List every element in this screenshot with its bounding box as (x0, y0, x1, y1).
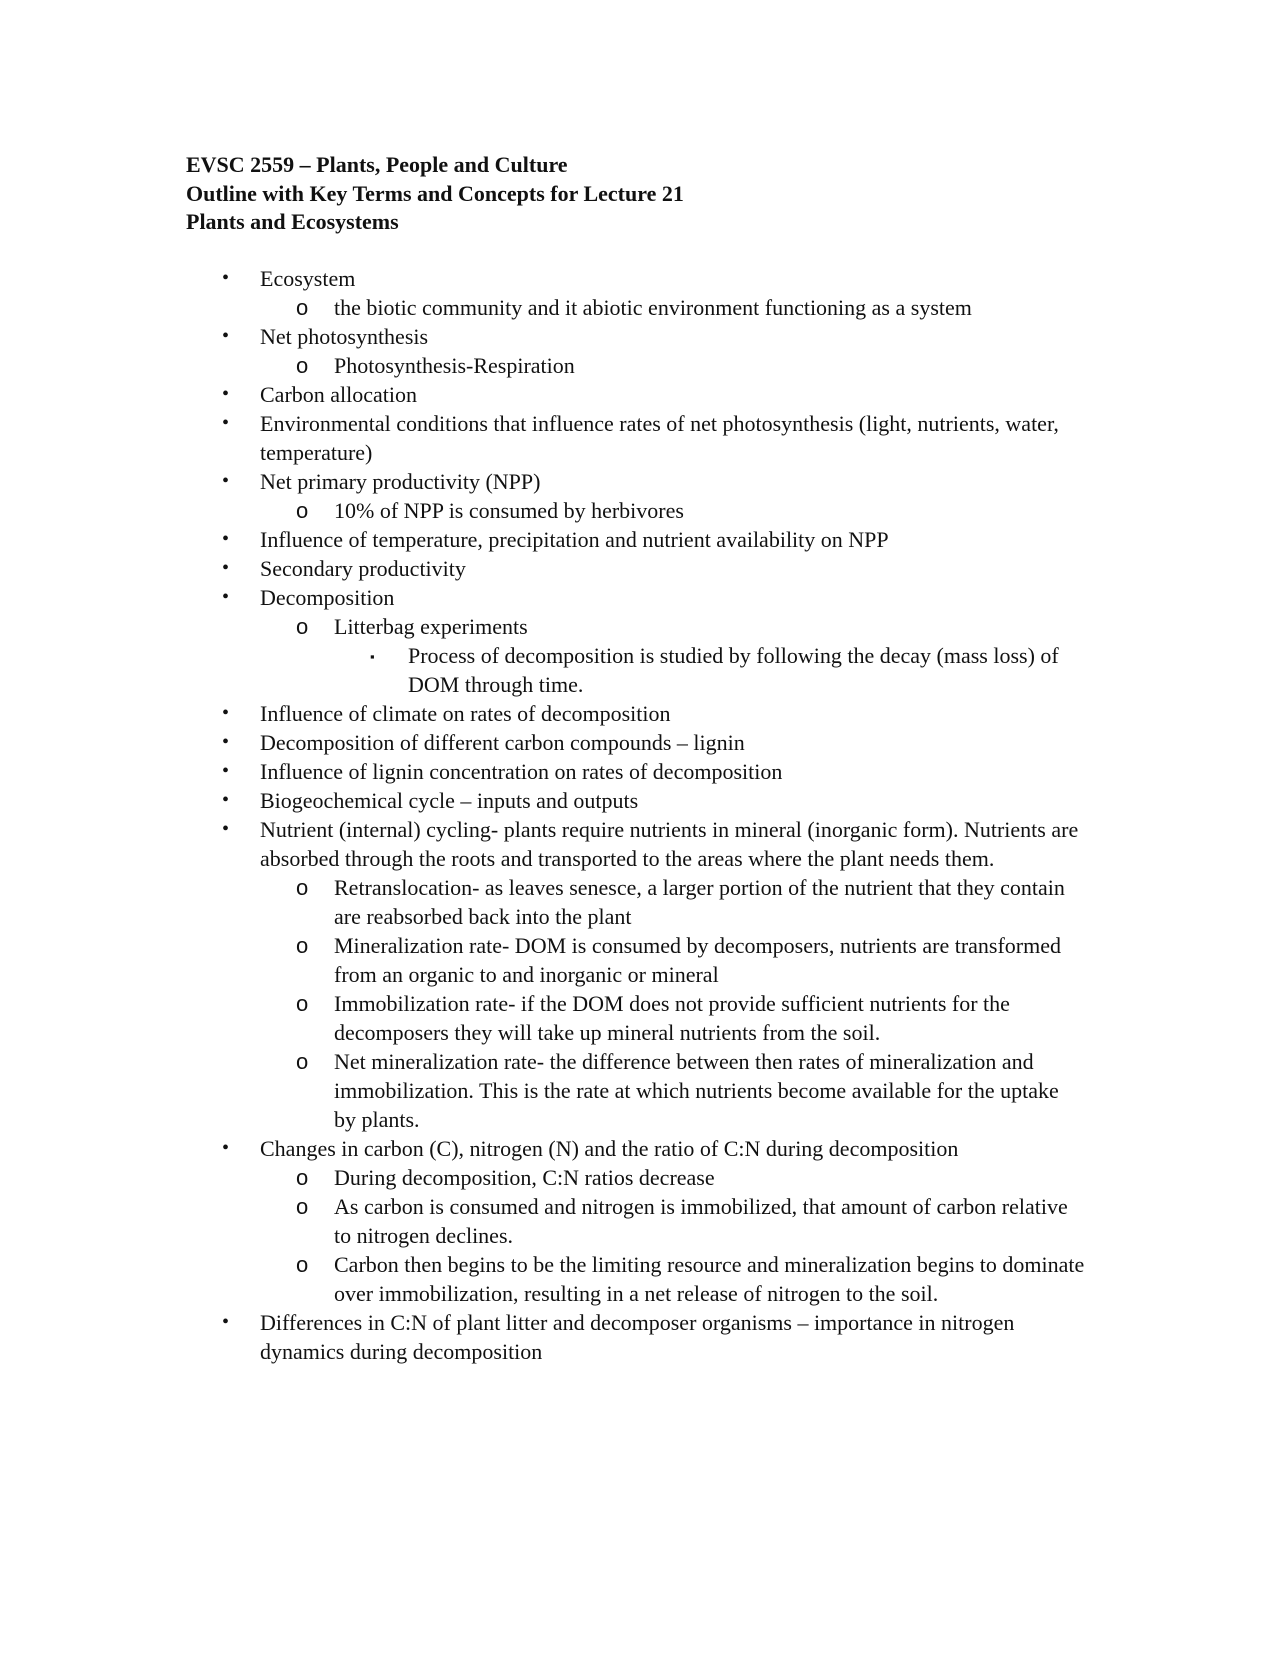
circle-marker: o (296, 933, 309, 958)
outline-item (186, 380, 1086, 409)
outline-item (186, 409, 1086, 467)
outline-subitem (186, 1250, 1086, 1308)
outline-item-text: Retranslocation- as leaves senesce, a larger portion of the nutrient that they contain are reabsorbed back into the plant (334, 875, 1065, 929)
outline-item-text: 10% of NPP is consumed by herbivores (334, 498, 684, 523)
circle-marker: o (296, 875, 309, 900)
circle-marker: o (296, 498, 309, 523)
outline-item-text: Nutrient (internal) cycling- plants require nutrients in mineral (inorganic form). Nutrients are absorbed through the roots and transported to the areas where the plant needs them. (260, 817, 1079, 871)
outline-item (186, 728, 1086, 757)
outline-item-text: Mineralization rate- DOM is consumed by decomposers, nutrients are transformed from an organic to and inorganic or mineral (334, 933, 1062, 987)
circle-marker: o (296, 1049, 309, 1074)
outline-item-text: Influence of temperature, precipitation and nutrient availability on NPP (260, 527, 889, 552)
outline-item-text: Biogeochemical cycle – inputs and outputs (260, 788, 639, 813)
course-title: EVSC 2559 – Plants, People and Culture (186, 152, 568, 177)
document-header (186, 151, 1106, 237)
outline-item-text: Net mineralization rate- the difference between then rates of mineralization and immobilization. This is the rate at which nutrients become available for the uptake by plants. (334, 1049, 1059, 1132)
bullet-marker: • (222, 818, 230, 840)
outline-subitem (186, 931, 1086, 989)
circle-marker: o (296, 991, 309, 1016)
square-marker: ▪ (370, 649, 375, 664)
outline-item-text: Decomposition of different carbon compounds – lignin (260, 730, 745, 755)
bullet-marker: • (222, 528, 230, 550)
outline-item-text: Photosynthesis-Respiration (334, 353, 575, 378)
outline-item-text: Decomposition (260, 585, 395, 610)
outline-item (186, 699, 1086, 728)
outline-item (186, 757, 1086, 786)
outline-item-text: Litterbag experiments (334, 614, 528, 639)
bullet-marker: • (222, 702, 230, 724)
lecture-topic: Plants and Ecosystems (186, 209, 399, 234)
outline-item-text: Net primary productivity (NPP) (260, 469, 541, 494)
outline-subitem (186, 1192, 1086, 1250)
circle-marker: o (296, 1165, 309, 1190)
outline-item-text: Net photosynthesis (260, 324, 429, 349)
outline-item-text: Secondary productivity (260, 556, 466, 581)
bullet-marker: • (222, 325, 230, 347)
bullet-marker: • (222, 789, 230, 811)
outline-subitem (186, 1163, 1086, 1192)
outline-item (186, 525, 1086, 554)
outline-item (186, 467, 1086, 496)
bullet-marker: • (222, 383, 230, 405)
outline-item-text: Environmental conditions that influence rates of net photosynthesis (light, nutrients, water, temperature) (260, 411, 1059, 465)
outline-item-text: Influence of climate on rates of decomposition (260, 701, 671, 726)
circle-marker: o (296, 1252, 309, 1277)
bullet-marker: • (222, 267, 230, 289)
outline-item-text: Carbon allocation (260, 382, 418, 407)
outline-subtitle: Outline with Key Terms and Concepts for Lecture 21 (186, 180, 684, 206)
outline-subitem (186, 496, 1086, 525)
key-terms-outline (186, 264, 1086, 1366)
circle-marker: o (296, 295, 309, 320)
outline-item (186, 815, 1086, 873)
bullet-marker: • (222, 412, 230, 434)
bullet-marker: • (222, 586, 230, 608)
outline-item (186, 322, 1086, 351)
bullet-marker: • (222, 470, 230, 492)
outline-item (186, 1134, 1086, 1163)
outline-item-text: Process of decomposition is studied by following the decay (mass loss) of DOM through time. (408, 643, 1059, 697)
outline-subitem (186, 612, 1086, 641)
outline-item-text: As carbon is consumed and nitrogen is immobilized, that amount of carbon relative to nitrogen declines. (334, 1194, 1068, 1248)
bullet-marker: • (222, 557, 230, 579)
circle-marker: o (296, 1194, 309, 1219)
outline-subitem (186, 293, 1086, 322)
outline-item (186, 786, 1086, 815)
bullet-marker: • (222, 760, 230, 782)
outline-subitem (186, 1047, 1086, 1134)
outline-subitem (186, 989, 1086, 1047)
outline-item (186, 264, 1086, 293)
outline-item (186, 554, 1086, 583)
outline-subitem (186, 873, 1086, 931)
bullet-marker: • (222, 1137, 230, 1159)
circle-marker: o (296, 614, 309, 639)
outline-item-text: Changes in carbon (C), nitrogen (N) and the ratio of C:N during decomposition (260, 1136, 959, 1161)
outline-item (186, 583, 1086, 612)
bullet-marker: • (222, 1311, 230, 1333)
outline-item-text: Carbon then begins to be the limiting resource and mineralization begins to dominate over immobilization, resulting in a net release of nitrogen to the soil. (334, 1252, 1085, 1306)
outline-item-text: Differences in C:N of plant litter and decomposer organisms – importance in nitrogen dynamics during decomposition (260, 1310, 1015, 1364)
outline-item-text: Immobilization rate- if the DOM does not provide sufficient nutrients for the decomposers they will take up mineral nutrients from the soil. (334, 991, 1010, 1045)
outline-subsubitem (186, 641, 1086, 699)
bullet-marker: • (222, 731, 230, 753)
outline-item-text: During decomposition, C:N ratios decrease (334, 1165, 715, 1190)
outline-item-text: Ecosystem (260, 266, 356, 291)
outline-item-text: Influence of lignin concentration on rates of decomposition (260, 759, 783, 784)
outline-item (186, 1308, 1086, 1366)
circle-marker: o (296, 353, 309, 378)
outline-item-text: the biotic community and it abiotic environment functioning as a system (334, 295, 972, 320)
outline-subitem (186, 351, 1086, 380)
